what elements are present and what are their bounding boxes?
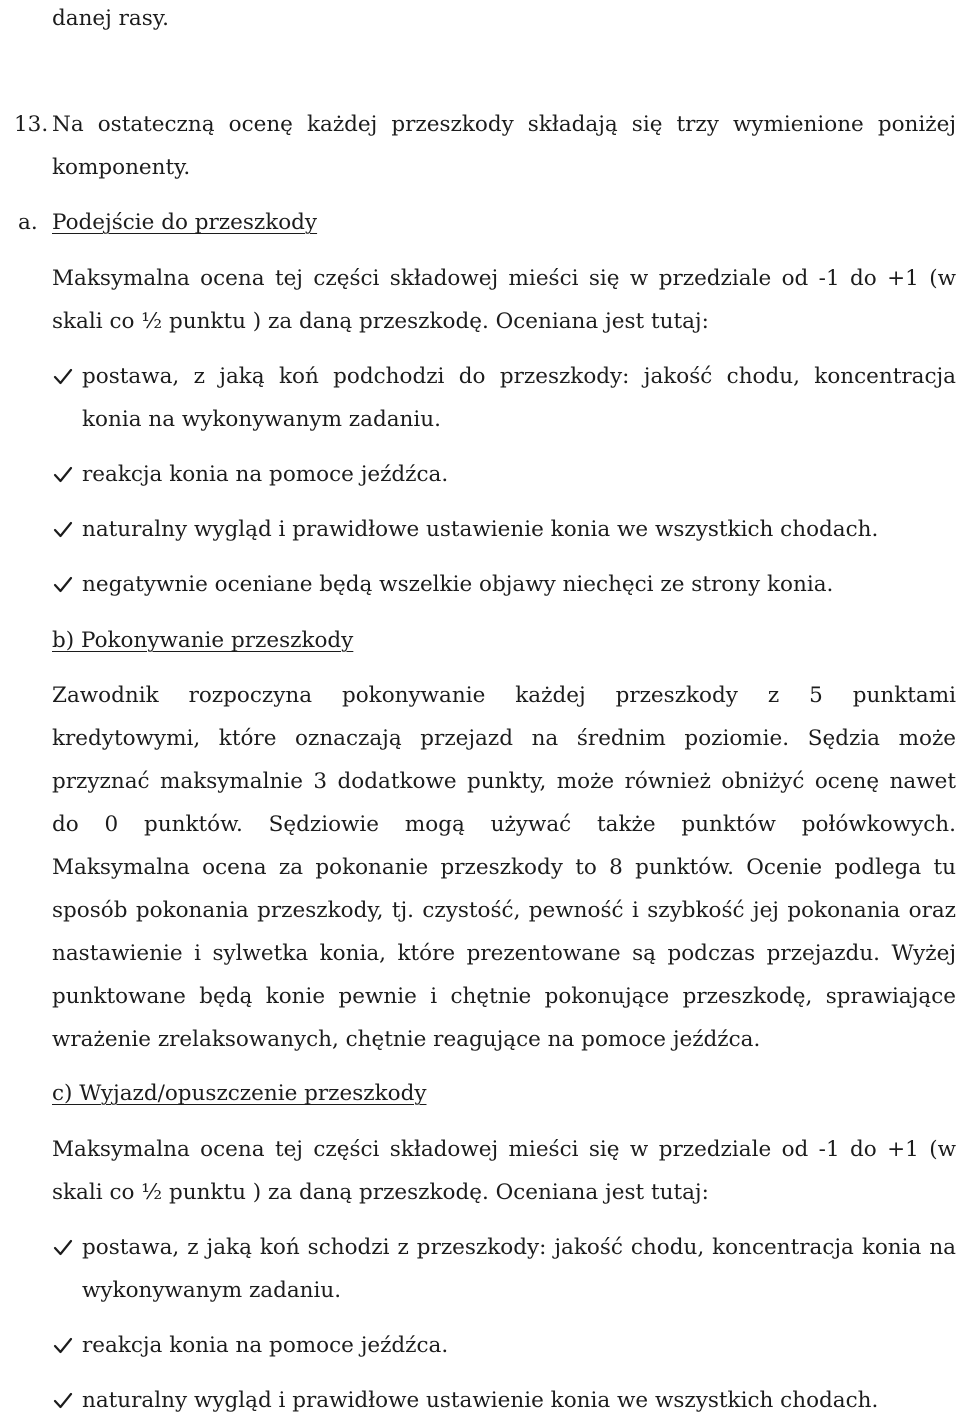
- text-line: punktowane będą konie pewnie i chętnie pokonujące przeszkodę, sprawiające: [52, 984, 956, 1009]
- section-heading-c: c) Wyjazd/opuszczenie przeszkody: [52, 1081, 427, 1106]
- item-letter: a.: [18, 210, 38, 235]
- text-line: skali co ½ punktu ) za daną przeszkodę. Oceniana jest tutaj:: [52, 309, 709, 334]
- text-line: Maksymalna ocena tej części składowej mieści się w przedziale od -1 do +1 (w: [52, 1137, 956, 1162]
- section-heading-a: Podejście do przeszkody: [52, 210, 318, 235]
- checkmark-icon: [52, 464, 74, 486]
- bullet-text: naturalny wygląd i prawidłowe ustawienie konia we wszystkich chodach.: [82, 1388, 879, 1413]
- checkmark-icon: [52, 519, 74, 541]
- checkmark-icon: [52, 1335, 74, 1357]
- bullet-text: wykonywanym zadaniu.: [82, 1278, 342, 1303]
- checkmark-icon: [52, 1237, 74, 1259]
- text-line: komponenty.: [52, 155, 191, 180]
- text-line: sposób pokonania przeszkody, tj. czystość, pewność i szybkość jej pokonania oraz: [52, 898, 956, 923]
- bullet-text: reakcja konia na pomoce jeźdźca.: [82, 462, 449, 487]
- bullet-text: postawa, z jaką koń schodzi z przeszkody: jakość chodu, koncentracja konia na: [82, 1235, 956, 1260]
- text-line: kredytowymi, które oznaczają przejazd na średnim poziomie. Sędzia może: [52, 726, 956, 751]
- text-line: przyznać maksymalnie 3 dodatkowe punkty, może również obniżyć ocenę nawet: [52, 769, 956, 794]
- checkmark-icon: [52, 1390, 74, 1412]
- checkmark-icon: [52, 366, 74, 388]
- bullet-text: postawa, z jaką koń podchodzi do przeszkody: jakość chodu, koncentracja: [82, 364, 956, 389]
- bullet-text: naturalny wygląd i prawidłowe ustawienie konia we wszystkich chodach.: [82, 517, 879, 542]
- text-line: do 0 punktów. Sędziowie mogą używać także punktów połówkowych.: [52, 812, 956, 837]
- text-line: nastawienie i sylwetka konia, które prezentowane są podczas przejazdu. Wyżej: [52, 941, 956, 966]
- text-line: Zawodnik rozpoczyna pokonywanie każdej przeszkody z 5 punktami: [52, 683, 956, 708]
- bullet-text: konia na wykonywanym zadaniu.: [82, 407, 441, 432]
- text-line: Maksymalna ocena za pokonanie przeszkody to 8 punktów. Ocenie podlega tu: [52, 855, 956, 880]
- text-line: wrażenie zrelaksowanych, chętnie reagujące na pomoce jeźdźca.: [52, 1027, 761, 1052]
- checkmark-icon: [52, 574, 74, 596]
- text-line: danej rasy.: [52, 6, 169, 31]
- section-heading-b: b) Pokonywanie przeszkody: [52, 628, 354, 653]
- text-line: Maksymalna ocena tej części składowej mieści się w przedziale od -1 do +1 (w: [52, 266, 956, 291]
- item-number: 13.: [14, 112, 49, 137]
- bullet-text: reakcja konia na pomoce jeźdźca.: [82, 1333, 449, 1358]
- text-line: Na ostateczną ocenę każdej przeszkody składają się trzy wymienione poniżej: [52, 112, 956, 137]
- bullet-text: negatywnie oceniane będą wszelkie objawy niechęci ze strony konia.: [82, 572, 834, 597]
- text-line: skali co ½ punktu ) za daną przeszkodę. Oceniana jest tutaj:: [52, 1180, 709, 1205]
